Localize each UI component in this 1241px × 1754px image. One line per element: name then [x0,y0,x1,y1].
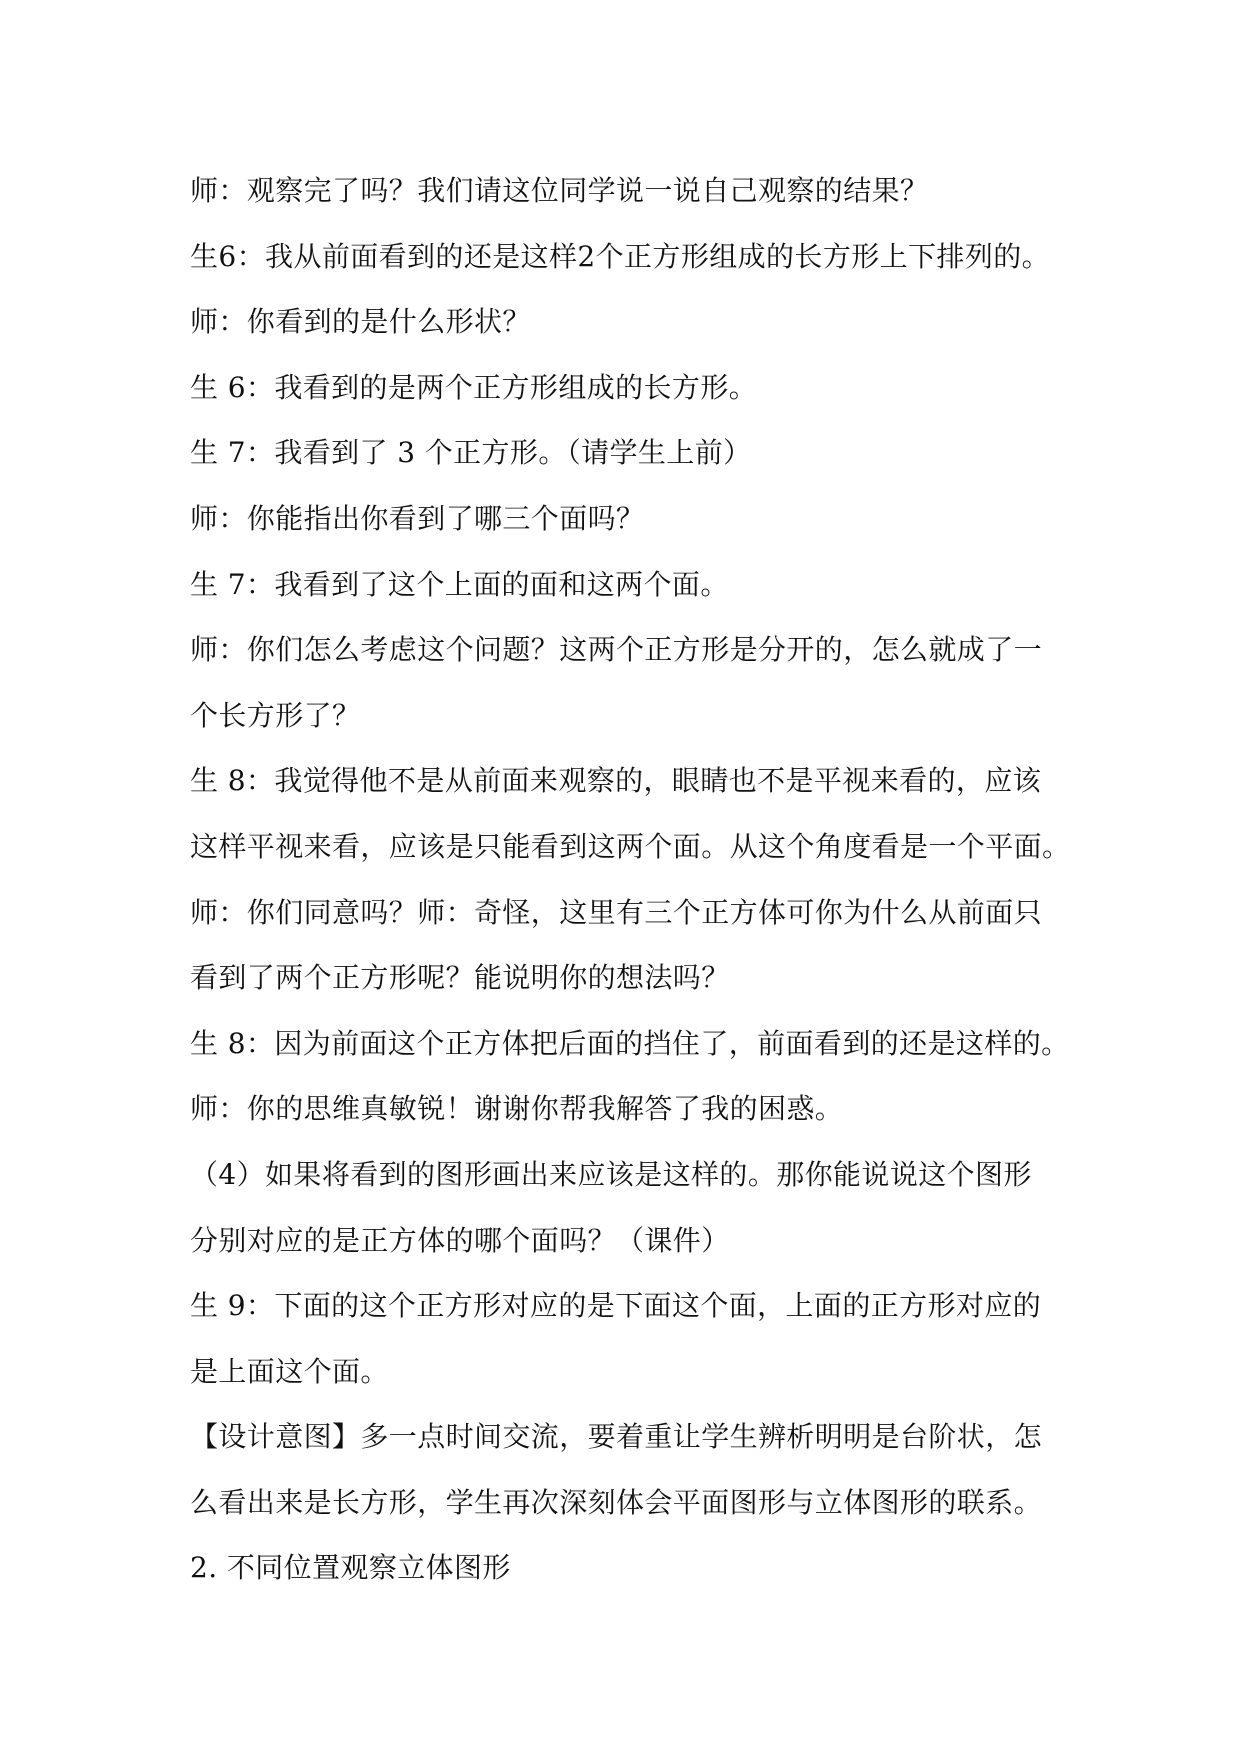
dialogue-line: 生 6：我看到的是两个正方形组成的长方形。 [190,370,758,404]
dialogue-line: 生 9：下面的这个正方形对应的是下面这个面，上面的正方形对应的 [190,1289,1042,1323]
dialogue-line: 师：你们同意吗？师：奇怪，这里有三个正方体可你为什么从前面只 [190,895,1043,929]
dialogue-line: 生 7：我看到了 3 个正方形。（请学生上前） [190,436,752,470]
paragraph-line: （4）如果将看到的图形画出来应该是这样的。那你能说说这个图形 [190,1157,1032,1191]
dialogue-line: 生 7：我看到了这个上面的面和这两个面。 [190,567,729,601]
dialogue-line: 师：观察完了吗？我们请这位同学说一说自己观察的结果？ [190,174,929,207]
paragraph-line: 分别对应的是正方体的哪个面吗？（课件） [190,1223,730,1257]
section-heading: 2. 不同位置观察立体图形 [190,1551,511,1585]
dialogue-line: 生6：我从前面看到的还是这样2个正方形组成的长方形上下排列的。 [190,239,1051,273]
dialogue-line: 个长方形了？ [190,698,361,732]
document-body [190,158,1070,1601]
dialogue-line: 是上面这个面。 [190,1354,389,1388]
dialogue-line: 师：你能指出你看到了哪三个面吗？ [190,501,645,535]
design-intent-line: 么看出来是长方形，学生再次深刻体会平面图形与立体图形的联系。 [190,1485,1043,1519]
dialogue-line: 师：你看到的是什么形状？ [190,305,531,339]
dialogue-line: 看到了两个正方形呢？能说明你的想法吗？ [190,961,730,995]
dialogue-line: 生 8：因为前面这个正方体把后面的挡住了，前面看到的还是这样的。 [190,1026,1070,1060]
dialogue-line: 生 8：我觉得他不是从前面来观察的，眼睛也不是平视来看的，应该 [190,764,1042,798]
dialogue-line: 师：你们怎么考虑这个问题？这两个正方形是分开的，怎么就成了一 [190,633,1043,667]
design-intent-line: 【设计意图】多一点时间交流，要着重让学生辨析明明是台阶状，怎 [190,1420,1043,1454]
dialogue-line: 这样平视来看，应该是只能看到这两个面。从这个角度看是一个平面。 [190,829,1071,863]
dialogue-line: 师：你的思维真敏锐！谢谢你帮我解答了我的困惑。 [190,1092,844,1126]
